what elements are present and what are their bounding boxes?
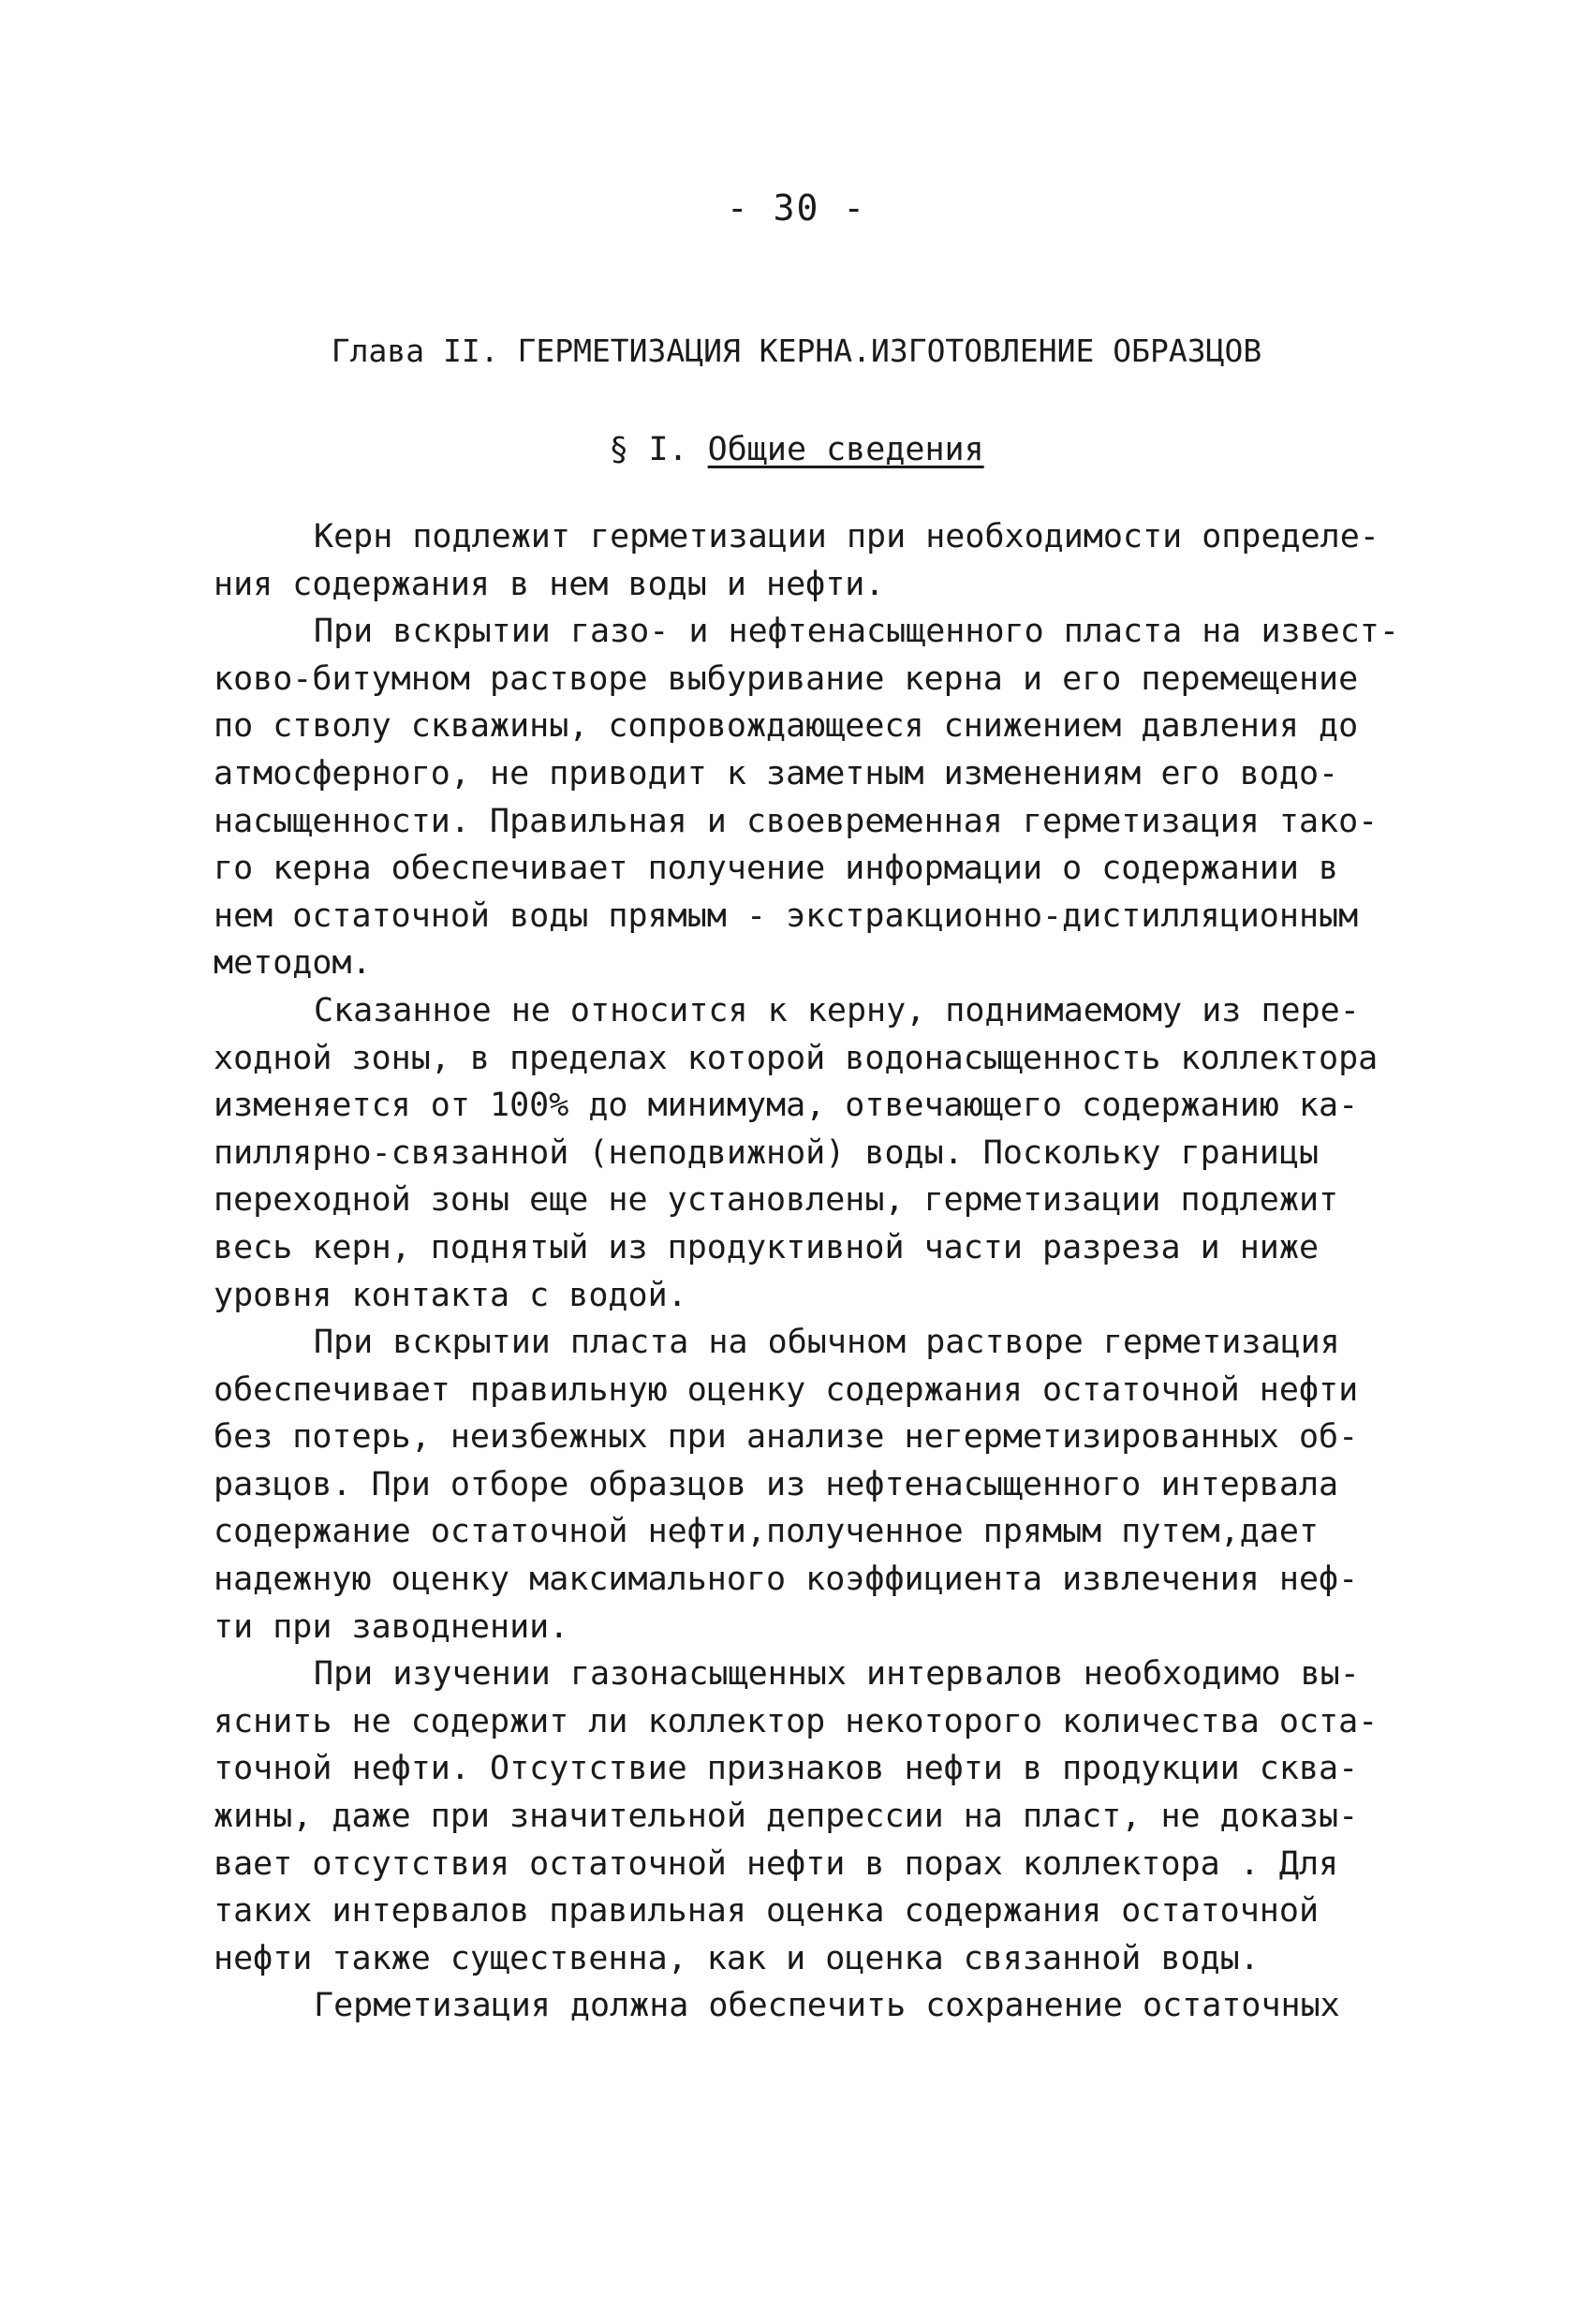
section-title [0,431,1593,468]
text-line: ния содержания в нем воды и нефти. [214,565,885,603]
text-line: таких интервалов правильная оценка содержания остаточной [214,1892,1320,1931]
text-line: При вскрытии газо- и нефтенасыщенного пласта на извест- [314,613,1399,651]
text-line: содержание остаточной нефти,полученное прямым путем,дает [214,1513,1320,1551]
text-line: жины, даже при значительной депрессии на пласт, не доказы- [214,1798,1359,1836]
section-mark: § I. [609,431,688,468]
text-line: Герметизация должна обеспечить сохранение остаточных [314,1987,1340,2025]
page-number: - 30 - [726,187,867,229]
text-line: весь керн, поднятый из продуктивной части разреза и ниже [214,1228,1320,1266]
text-line: При вскрытии пласта на обычном растворе герметизация [314,1324,1340,1362]
text-line: обеспечивает правильную оценку содержания остаточной нефти [214,1370,1359,1409]
text-line: нефти также существенна, как и оценка связанной воды. [214,1939,1260,1977]
text-line: разцов. При отборе образцов из нефтенасыщенного интервала [214,1465,1339,1503]
text-line: ково-битумном растворе выбуривание керна и его перемещение [214,659,1359,698]
text-line: Керн подлежит герметизации при необходимости определе- [314,518,1379,555]
text-line: уровня контакта с водой. [214,1276,687,1314]
text-line: пиллярно-связанной (неподвижной) воды. Поскольку границы [214,1133,1320,1172]
text-line: атмосферного, не приводит к заметным изменениям его водо- [214,754,1339,792]
text-line: яснить не содержит ли коллектор некоторого количества оста- [214,1702,1379,1740]
text-line: вает отсутствия остаточной нефти в порах коллектора . Для [214,1844,1339,1883]
text-line: переходной зоны еще не установлены, герметизации подлежит [214,1181,1339,1220]
text-line: ти при заводнении. [214,1607,569,1646]
text-line: Сказанное не относится к керну, поднимаемому из пере- [314,991,1360,1029]
text-line: по стволу скважины, сопровождающееся снижением давления до [214,707,1359,746]
text-line: При изучении газонасыщенных интервалов необходимо вы- [314,1655,1360,1694]
text-line: ходной зоны, в пределах которой водонасыщенность коллектора [214,1039,1379,1077]
text-line: точной нефти. Отсутствие признаков нефти в продукции сква- [214,1750,1359,1788]
text-line: методом. [214,944,372,983]
text-line: го керна обеспечивает получение информации о содержании в [214,850,1339,888]
body-text [214,513,1431,2030]
section-heading: Общие сведения [707,431,984,468]
chapter-title: Глава II. ГЕРМЕТИЗАЦИЯ КЕРНА.ИЗГОТОВЛЕНИЕ ОБРАЗЦОВ [331,333,1262,369]
text-line: насыщенности. Правильная и своевременная герметизация тако- [214,802,1379,840]
text-line: надежную оценку максимального коэффициента извлечения неф- [214,1561,1359,1599]
text-line: без потерь, неизбежных при анализе негерметизированных об- [214,1418,1359,1457]
text-line: нем остаточной воды прямым - экстракционно-дистилляционным [214,896,1359,935]
text-line: изменяется от 100% до минимума, отвечающего содержанию ка- [214,1087,1359,1125]
